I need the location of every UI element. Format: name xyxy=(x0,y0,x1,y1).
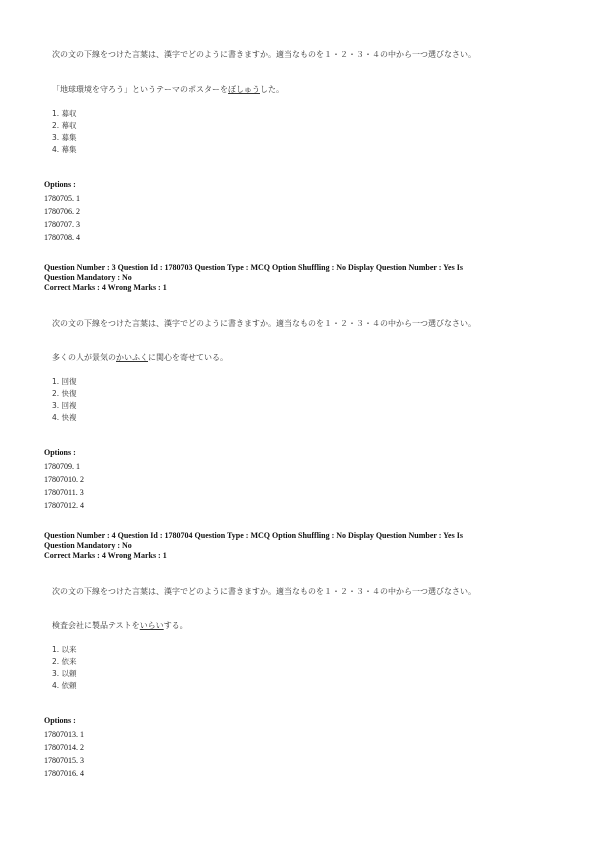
sentence-text-end: した。 xyxy=(260,85,284,94)
option-item: 17807013. 1 xyxy=(44,730,84,739)
option-item: 1780706. 2 xyxy=(44,207,80,216)
question-instruction: 次の文の下線をつけた言葉は、漢字でどのように書きますか。適当なものを１・２・３・４の中から一つ選びなさい。 xyxy=(52,319,476,328)
option-item: 17807014. 2 xyxy=(44,743,84,752)
options-list xyxy=(44,728,84,780)
options-list xyxy=(44,192,80,244)
underlined-word: いらい xyxy=(139,621,164,630)
choice-4: 4. 快複 xyxy=(52,413,77,422)
option-item: 17807010. 2 xyxy=(44,475,84,484)
option-item: 17807011. 3 xyxy=(44,488,84,497)
choice-4: 4. 幕集 xyxy=(52,145,77,154)
sentence-text: 多くの人が景気の xyxy=(52,353,116,362)
sentence-text-end: する。 xyxy=(163,621,188,630)
choice-3: 3. 募集 xyxy=(52,133,77,142)
choice-2: 2. 幕収 xyxy=(52,121,77,130)
question-sentence xyxy=(52,620,532,631)
answer-choices xyxy=(52,108,77,156)
question-sentence xyxy=(52,352,532,363)
choice-2: 2. 快復 xyxy=(52,389,77,398)
answer-choices xyxy=(52,376,77,424)
question-mandatory: Question Mandatory : No xyxy=(44,541,132,550)
option-item: 17807015. 3 xyxy=(44,756,84,765)
sentence-text: 「地球環境を守ろう」というテーマのポスターを xyxy=(52,85,228,94)
question-meta xyxy=(44,263,544,293)
choice-3: 3. 回複 xyxy=(52,401,77,410)
options-heading: Options : xyxy=(44,716,76,725)
choice-3: 3. 以頼 xyxy=(52,669,77,678)
choice-4: 4. 依頼 xyxy=(52,681,77,690)
option-item: 1780708. 4 xyxy=(44,233,80,242)
choice-1: 1. 以来 xyxy=(52,645,77,654)
options-heading: Options : xyxy=(44,180,76,189)
question-meta-line: Question Number : 4 Question Id : 1780704 Question Type : MCQ Option Shuffling : No Display Question Number : Yes Is xyxy=(44,531,463,540)
question-instruction: 次の文の下線をつけた言葉は、漢字でどのように書きますか。適当なものを１・２・３・４の中から一つ選びなさい。 xyxy=(52,587,476,596)
question-mandatory: Question Mandatory : No xyxy=(44,273,132,282)
option-item: 1780707. 3 xyxy=(44,220,80,229)
options-heading: Options : xyxy=(44,448,76,457)
answer-choices xyxy=(52,644,77,692)
options-list xyxy=(44,460,84,512)
option-item: 17807012. 4 xyxy=(44,501,84,510)
choice-2: 2. 依来 xyxy=(52,657,77,666)
question-sentence xyxy=(52,84,532,95)
question-meta xyxy=(44,531,544,561)
sentence-text: 検査会社に製品テストを xyxy=(52,621,140,630)
question-instruction: 次の文の下線をつけた言葉は、漢字でどのように書きますか。適当なものを１・２・３・４の中から一つ選びなさい。 xyxy=(52,50,476,59)
question-meta-line: Question Number : 3 Question Id : 1780703 Question Type : MCQ Option Shuffling : No Display Question Number : Yes Is xyxy=(44,263,463,272)
option-item: 1780705. 1 xyxy=(44,194,80,203)
sentence-text-end: に関心を寄せている。 xyxy=(148,353,228,362)
option-item: 1780709. 1 xyxy=(44,462,80,471)
underlined-word: ぼしゅう xyxy=(228,85,260,94)
question-marks: Correct Marks : 4 Wrong Marks : 1 xyxy=(44,551,167,560)
choice-1: 1. 回復 xyxy=(52,377,77,386)
question-marks: Correct Marks : 4 Wrong Marks : 1 xyxy=(44,283,167,292)
underlined-word: かいふく xyxy=(116,353,148,362)
option-item: 17807016. 4 xyxy=(44,769,84,778)
choice-1: 1. 募収 xyxy=(52,109,77,118)
